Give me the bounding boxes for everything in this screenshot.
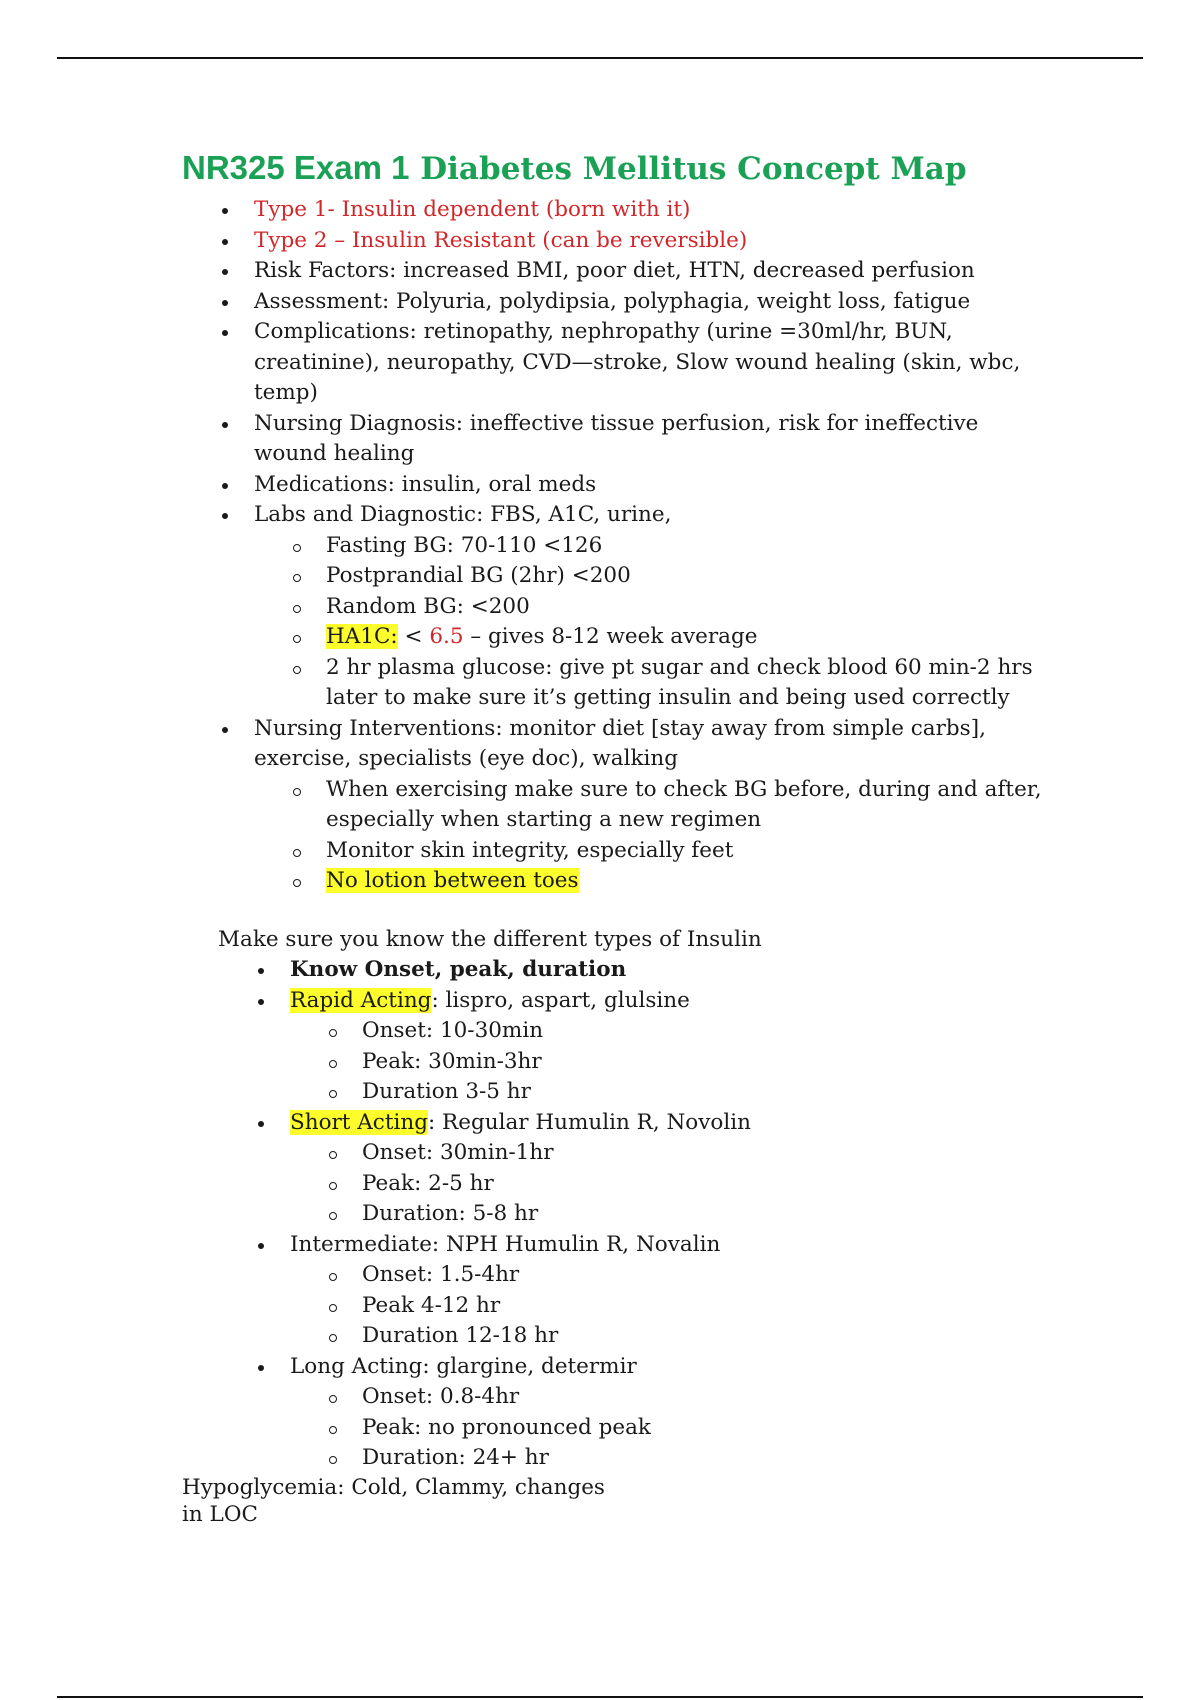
long-peak: Peak: no pronounced peak [362,1413,1042,1444]
sub-item-fasting: Fasting BG: 70-110 <126 [326,531,1042,562]
list-item-nursing-diagnosis: Nursing Diagnosis: ineffective tissue perfusion, risk for ineffective wound healing [254,409,1042,470]
sub-item-exercise: When exercising make sure to check BG before, during and after, especially when starting a new regimen [326,775,1042,836]
top-rule [57,57,1143,59]
concept-list [254,195,1042,897]
intermediate-onset: Onset: 1.5-4hr [362,1260,1042,1291]
short-duration: Duration: 5-8 hr [362,1199,1042,1230]
sub-item-random: Random BG: <200 [326,592,1042,623]
insulin-short [290,1108,1042,1230]
rapid-peak: Peak: 30min-3hr [362,1047,1042,1078]
list-item-labs [254,500,1042,714]
ha1c-label: HA1C: [326,624,398,649]
interventions-label: Nursing Interventions: monitor diet [stay away from simple carbs], exercise, specialists (eye doc), walking [254,715,986,771]
bottom-rule [57,1696,1143,1698]
intermediate-label: Intermediate: NPH Humulin R, Novalin [290,1231,721,1257]
list-item-type1: Type 1- Insulin dependent (born with it) [254,195,1042,226]
rapid-onset: Onset: 10-30min [362,1016,1042,1047]
list-item-type2: Type 2 – Insulin Resistant (can be reversible) [254,226,1042,257]
short-rest: : Regular Humulin R, Novolin [427,1109,751,1135]
intermediate-sublist [362,1260,1042,1352]
document-page [182,148,1042,1528]
interventions-sublist [326,775,1042,897]
title-part-1: NR325 Exam 1 [182,149,410,186]
long-onset: Onset: 0.8-4hr [362,1382,1042,1413]
short-label: Short Acting [290,1109,428,1135]
rapid-rest: : lispro, aspart, glulsine [431,987,690,1013]
long-label: Long Acting: glargine, determir [290,1353,637,1379]
insulin-rapid [290,986,1042,1108]
insulin-long [290,1352,1042,1474]
list-item-interventions [254,714,1042,897]
list-item-complications: Complications: retinopathy, nephropathy (urine =30ml/hr, BUN, creatinine), neuropathy, CVD—stroke, Slow wound healing (skin, wbc, temp) [254,317,1042,409]
sub-item-ha1c [326,622,1042,653]
long-sublist [362,1382,1042,1474]
rapid-label: Rapid Acting [290,987,432,1013]
insulin-intro: Make sure you know the different types of Insulin [218,926,762,952]
intermediate-peak: Peak 4-12 hr [362,1291,1042,1322]
insulin-know: Know Onset, peak, duration [290,955,1042,986]
ha1c-rest: – gives 8-12 week average [463,624,758,649]
rapid-sublist [362,1016,1042,1108]
sub-item-plasma: 2 hr plasma glucose: give pt sugar and check blood 60 min-2 hrs later to make sure it’s getting insulin and being used correctly [326,653,1042,714]
insulin-intermediate [290,1230,1042,1352]
short-peak: Peak: 2-5 hr [362,1169,1042,1200]
ha1c-lt: < [397,624,430,649]
short-sublist [362,1138,1042,1230]
sub-item-skin: Monitor skin integrity, especially feet [326,836,1042,867]
labs-label: Labs and Diagnostic: FBS, A1C, urine, [254,502,672,527]
hypoglycemia-text: Hypoglycemia: Cold, Clammy, changes in LOC [182,1474,605,1527]
page-title [182,148,1042,189]
labs-sublist [326,531,1042,714]
list-item-risk-factors: Risk Factors: increased BMI, poor diet, HTN, decreased perfusion [254,256,1042,287]
sub-item-lotion [326,866,1042,897]
title-part-2: Diabetes Mellitus Concept Map [409,151,967,187]
long-duration: Duration: 24+ hr [362,1443,1042,1474]
ha1c-value: 6.5 [429,624,464,649]
list-item-medications: Medications: insulin, oral meds [254,470,1042,501]
intermediate-duration: Duration 12-18 hr [362,1321,1042,1352]
insulin-list [290,955,1042,1474]
list-item-assessment: Assessment: Polyuria, polydipsia, polyphagia, weight loss, fatigue [254,287,1042,318]
rapid-duration: Duration 3-5 hr [362,1077,1042,1108]
lotion-text: No lotion between toes [326,868,579,893]
sub-item-postprandial: Postprandial BG (2hr) <200 [326,561,1042,592]
short-onset: Onset: 30min-1hr [362,1138,1042,1169]
